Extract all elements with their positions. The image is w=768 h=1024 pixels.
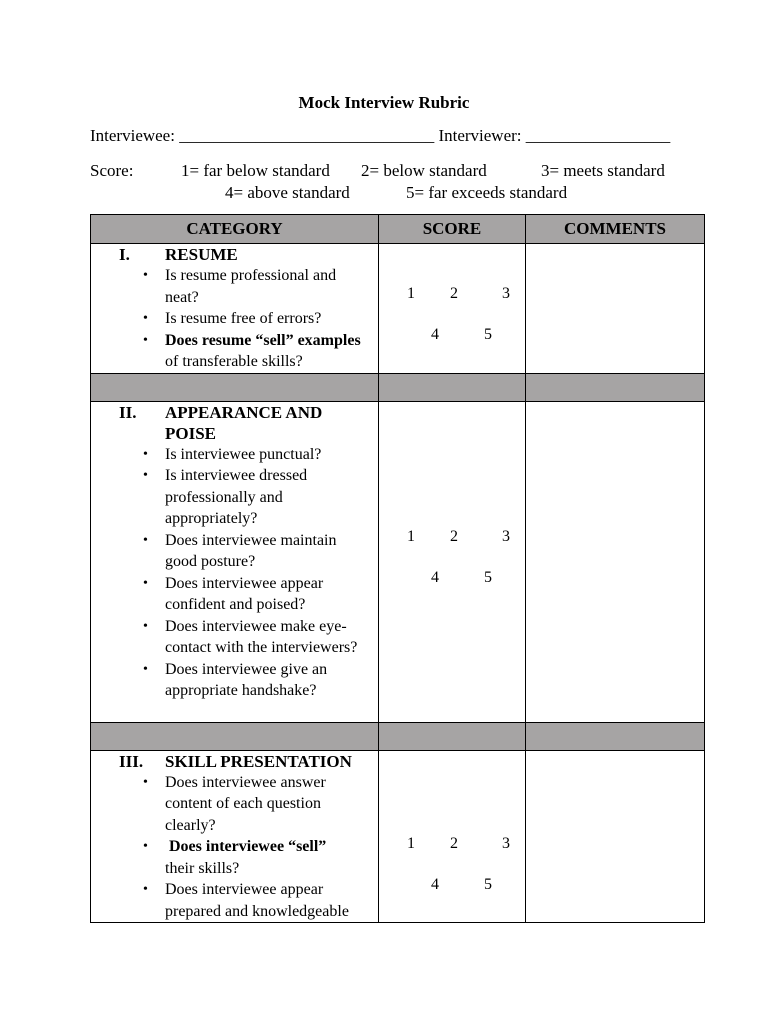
category-title: RESUME (165, 245, 238, 264)
category-cell-skill (91, 750, 379, 923)
score-level-4: 4= above standard (225, 183, 350, 202)
page-title: Mock Interview Rubric (298, 93, 470, 112)
question-text: Does interviewee appear prepared and knowledgeable (165, 881, 349, 920)
category-cell-resume (91, 244, 379, 374)
list-item (91, 351, 378, 373)
category-numeral: I. (119, 245, 130, 264)
score-option-5[interactable]: 5 (484, 568, 492, 586)
category-numeral: III. (119, 751, 144, 771)
list-item: • Does interviewee maintain good posture? (91, 530, 378, 573)
score-level-2: 2= below standard (361, 161, 487, 180)
category-title: APPEARANCE AND POISE (165, 402, 323, 443)
list-item: • Does interviewee answer content of each question clearly? (91, 772, 378, 837)
score-legend-label: Score: (90, 161, 134, 180)
score-cell[interactable] (379, 750, 526, 923)
comments-cell[interactable] (526, 244, 705, 374)
score-cell[interactable] (379, 244, 526, 374)
category-cell-appearance (91, 401, 379, 722)
question-text: their skills? (165, 859, 240, 877)
question-text: Is interviewee punctual? (165, 445, 322, 463)
list-item: • Does interviewee “sell” (91, 836, 378, 858)
list-item: • Is resume professional and neat? (91, 265, 378, 308)
score-cell[interactable] (379, 401, 526, 722)
score-level-3: 3= meets standard (541, 161, 665, 180)
list-item (91, 858, 378, 880)
score-level-1: 1= far below standard (181, 161, 330, 180)
score-option-1[interactable]: 1 (407, 285, 415, 302)
question-text: Does resume “sell” examples (165, 331, 361, 349)
list-item: • Does resume “sell” examples (91, 330, 378, 352)
score-option-4[interactable]: 4 (431, 326, 439, 343)
score-option-2[interactable]: 2 (450, 285, 458, 302)
score-option-5[interactable]: 5 (484, 326, 492, 343)
spacer-row (91, 373, 705, 401)
category-title: SKILL PRESENTATION (165, 751, 352, 771)
score-option-4[interactable]: 4 (431, 875, 439, 893)
question-text: Does interviewee “sell” (169, 838, 327, 855)
comments-cell[interactable] (526, 750, 705, 923)
score-option-4[interactable]: 4 (431, 568, 439, 586)
score-option-1[interactable]: 1 (407, 834, 415, 852)
header-comments: COMMENTS (526, 215, 705, 244)
table-row (91, 244, 705, 374)
score-option-2[interactable]: 2 (450, 834, 458, 852)
score-level-5: 5= far exceeds standard (406, 183, 568, 202)
score-option-5[interactable]: 5 (484, 875, 492, 893)
spacer-row (91, 722, 705, 750)
question-text: Does interviewee answer content of each question clearly? (165, 773, 326, 834)
score-option-1[interactable]: 1 (407, 527, 415, 545)
score-option-2[interactable]: 2 (450, 527, 458, 545)
score-option-3[interactable]: 3 (502, 527, 510, 545)
list-item: • Does interviewee give an appropriate handshake? (91, 659, 378, 702)
question-text: Does interviewee appear confident and poised? (165, 574, 324, 613)
header-score: SCORE (379, 215, 526, 244)
list-item: • Is interviewee punctual? (91, 444, 378, 466)
question-text: Is resume professional and neat? (165, 267, 337, 306)
category-numeral: II. (119, 402, 137, 422)
comments-cell[interactable] (526, 401, 705, 722)
question-text: of transferable skills? (165, 353, 303, 370)
list-item: • Is interviewee dressed professionally and appropriately? (91, 465, 378, 530)
list-item: • Does interviewee make eye-contact with the interviewers? (91, 616, 378, 659)
list-item: • Is resume free of errors? (91, 308, 378, 330)
question-text: Does interviewee maintain good posture? (165, 531, 337, 570)
question-text: Is interviewee dressed professionally and appropriately? (165, 467, 308, 527)
list-item: • Does interviewee appear confident and poised? (91, 573, 378, 616)
score-option-3[interactable]: 3 (502, 834, 510, 852)
rubric-table (90, 214, 705, 923)
score-option-3[interactable]: 3 (502, 285, 510, 302)
question-text: Does interviewee make eye-contact with the interviewers? (165, 617, 358, 656)
table-header-row (91, 215, 705, 244)
question-text: Is resume free of errors? (165, 310, 322, 327)
list-item: • Does interviewee appear prepared and knowledgeable (91, 879, 378, 922)
header-category: CATEGORY (91, 215, 379, 244)
table-row (91, 401, 705, 722)
table-row (91, 750, 705, 923)
interviewee-interviewer-line: Interviewee: ______________________________ Interviewer: _________________ (90, 126, 671, 145)
question-text: Does interviewee give an appropriate handshake? (165, 660, 328, 699)
